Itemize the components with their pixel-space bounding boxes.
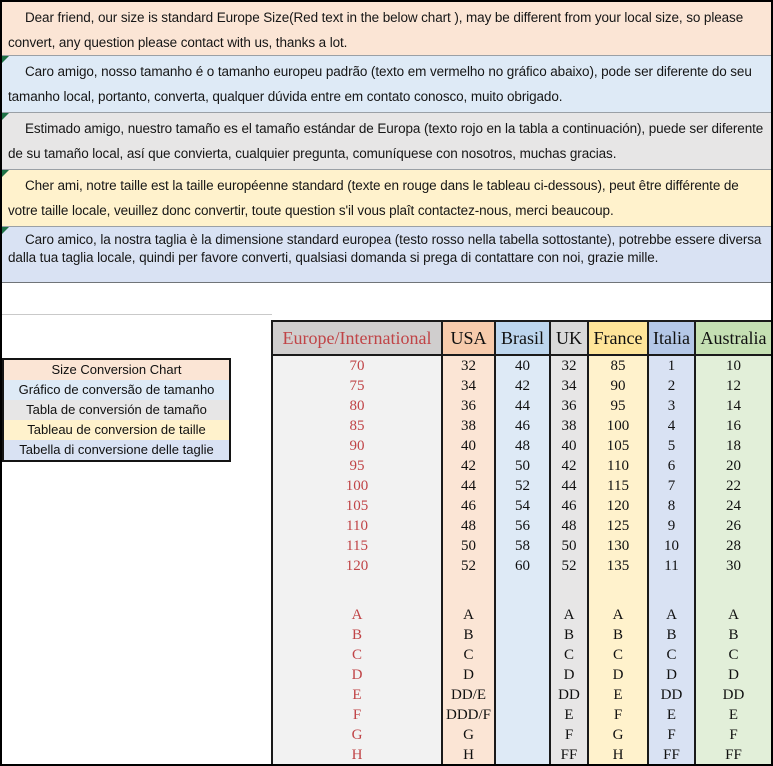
table-cell: 48 <box>495 436 550 456</box>
cup-size-row <box>272 726 772 746</box>
table-cell: F <box>550 726 588 746</box>
table-cell: FF <box>695 746 772 766</box>
table-cell: 52 <box>550 557 588 577</box>
note-spanish <box>2 112 771 169</box>
table-cell: 56 <box>495 517 550 537</box>
note-text: Cher ami, notre taille est la taille européenne standard (texte en rouge dans le tableau ci-dessous), peut être différente de votre taille locale, veuillez donc convertir, toute question s'il vous plaît contactez-nous, merci beaucoup. <box>8 178 739 218</box>
table-cell: 48 <box>550 517 588 537</box>
table-cell: 11 <box>648 557 695 577</box>
column-header: Europe/International <box>272 321 442 355</box>
column-header: Australia <box>695 321 772 355</box>
table-cell: 2 <box>648 376 695 396</box>
table-cell: 14 <box>695 396 772 416</box>
table-cell: F <box>272 706 442 726</box>
cup-size-row <box>272 645 772 665</box>
table-cell: 9 <box>648 517 695 537</box>
table-cell: B <box>695 625 772 645</box>
table-cell: D <box>695 665 772 685</box>
header-row <box>272 321 772 355</box>
column-header: UK <box>550 321 588 355</box>
table-cell: 50 <box>442 537 495 557</box>
table-cell: 36 <box>442 396 495 416</box>
table-cell: E <box>695 706 772 726</box>
table-cell: C <box>695 645 772 665</box>
note-text: Caro amico, la nostra taglia è la dimensione standard europea (testo rosso nella tabella sottostante), potrebbe essere diversa dalla tua taglia locale, quindi per favore converti, qualsiasi domanda si prega di contattare con noi, grazie mille. <box>8 232 762 265</box>
legend-row: Gráfico de conversão de tamanho <box>4 380 229 400</box>
table-cell: 54 <box>495 497 550 517</box>
table-cell <box>495 625 550 645</box>
table-cell: 120 <box>588 497 648 517</box>
table-cell <box>495 665 550 685</box>
table-head <box>272 321 772 355</box>
table-cell: 48 <box>442 517 495 537</box>
table-cell: 52 <box>442 557 495 577</box>
table-cell <box>495 605 550 625</box>
size-row <box>272 517 772 537</box>
table-cell: 58 <box>495 537 550 557</box>
table-cell: 100 <box>272 477 442 497</box>
table-cell: 50 <box>495 456 550 476</box>
table-cell <box>272 577 442 605</box>
table-cell: A <box>588 605 648 625</box>
table-cell: 120 <box>272 557 442 577</box>
table-cell: D <box>550 665 588 685</box>
table-cell <box>495 645 550 665</box>
table-cell: D <box>648 665 695 685</box>
table-cell: E <box>272 686 442 706</box>
table-cell: 110 <box>272 517 442 537</box>
table-cell <box>648 577 695 605</box>
table-cell: 75 <box>272 376 442 396</box>
size-row <box>272 456 772 476</box>
cup-size-row <box>272 625 772 645</box>
table-cell: C <box>550 645 588 665</box>
table-cell: B <box>550 625 588 645</box>
table-cell: G <box>588 726 648 746</box>
table-cell: D <box>442 665 495 685</box>
table-cell: 125 <box>588 517 648 537</box>
table-cell: 85 <box>272 416 442 436</box>
table-cell <box>495 746 550 766</box>
table-cell <box>550 577 588 605</box>
table-cell: 40 <box>442 436 495 456</box>
table-cell: 80 <box>272 396 442 416</box>
legend-row: Tabla de conversión de tamaño <box>4 400 229 420</box>
table-cell: B <box>648 625 695 645</box>
size-row <box>272 416 772 436</box>
table-cell: 3 <box>648 396 695 416</box>
cup-size-row <box>272 746 772 766</box>
size-conversion-table <box>271 320 773 766</box>
table-cell: 60 <box>495 557 550 577</box>
table-cell: 20 <box>695 456 772 476</box>
table-cell: G <box>272 726 442 746</box>
size-row <box>272 557 772 577</box>
notes-section <box>2 2 771 283</box>
size-row <box>272 537 772 557</box>
table-cell: 24 <box>695 497 772 517</box>
table-cell: 90 <box>272 436 442 456</box>
table-cell: 40 <box>550 436 588 456</box>
table-cell: 95 <box>588 396 648 416</box>
table-cell: C <box>588 645 648 665</box>
table-cell: 34 <box>442 376 495 396</box>
table-cell <box>495 686 550 706</box>
cup-size-row <box>272 665 772 685</box>
table-cell: 28 <box>695 537 772 557</box>
table-cell: H <box>442 746 495 766</box>
table-cell: A <box>648 605 695 625</box>
table-cell: F <box>695 726 772 746</box>
table-cell: 46 <box>442 497 495 517</box>
table-cell: 4 <box>648 416 695 436</box>
table-cell: 100 <box>588 416 648 436</box>
table-cell: E <box>648 706 695 726</box>
table-cell: E <box>550 706 588 726</box>
table-cell: 44 <box>550 477 588 497</box>
sheet-gridline <box>2 314 272 315</box>
table-cell: DDD/F <box>442 706 495 726</box>
table-cell: DD <box>695 686 772 706</box>
table-cell: 16 <box>695 416 772 436</box>
table-cell <box>495 577 550 605</box>
table-cell <box>495 726 550 746</box>
column-header: France <box>588 321 648 355</box>
size-row <box>272 436 772 456</box>
table-cell: 10 <box>695 355 772 376</box>
spacer-row <box>272 577 772 605</box>
table-cell: 95 <box>272 456 442 476</box>
table-cell: A <box>272 605 442 625</box>
table-cell <box>442 577 495 605</box>
table-cell: 85 <box>588 355 648 376</box>
table-cell: 42 <box>550 456 588 476</box>
table-cell: 50 <box>550 537 588 557</box>
size-row <box>272 497 772 517</box>
table-cell: 38 <box>442 416 495 436</box>
note-text: Dear friend, our size is standard Europe Size(Red text in the below chart ), may be different from your local size, so please convert, any question please contact with us, thanks a lot. <box>8 10 744 50</box>
table-cell: 135 <box>588 557 648 577</box>
table-cell: 1 <box>648 355 695 376</box>
table-cell: H <box>272 746 442 766</box>
table-cell: 40 <box>495 355 550 376</box>
table-cell: 12 <box>695 376 772 396</box>
table-cell: 38 <box>550 416 588 436</box>
table-cell: DD/E <box>442 686 495 706</box>
table-cell: 6 <box>648 456 695 476</box>
table-cell: 32 <box>550 355 588 376</box>
table-cell: 110 <box>588 456 648 476</box>
cup-size-row <box>272 706 772 726</box>
table-cell: C <box>648 645 695 665</box>
note-text: Caro amigo, nosso tamanho é o tamanho europeu padrão (texto em vermelho no gráfico abaixo), pode ser diferente do seu tamanho local, portanto, converta, qualquer dúvida entre em contato conosco, muito obrigado. <box>8 64 752 104</box>
column-header: Italia <box>648 321 695 355</box>
table-cell: A <box>550 605 588 625</box>
table-cell: H <box>588 746 648 766</box>
table-cell: B <box>272 625 442 645</box>
table-cell: 36 <box>550 396 588 416</box>
table-cell: 42 <box>495 376 550 396</box>
note-english <box>2 2 771 55</box>
table-cell: G <box>442 726 495 746</box>
table-cell: 30 <box>695 557 772 577</box>
cell-flag-triangle-icon <box>2 170 9 177</box>
note-portuguese <box>2 55 771 112</box>
legend-row: Tabella di conversione delle taglie <box>4 440 229 460</box>
table-cell: 70 <box>272 355 442 376</box>
table-cell: C <box>442 645 495 665</box>
column-header: USA <box>442 321 495 355</box>
table-cell <box>695 577 772 605</box>
cup-size-row <box>272 686 772 706</box>
table-body <box>272 355 772 766</box>
size-row <box>272 376 772 396</box>
cup-size-row <box>272 605 772 625</box>
table-cell: F <box>588 706 648 726</box>
note-italian <box>2 226 771 283</box>
table-cell: D <box>588 665 648 685</box>
legend-box <box>2 358 231 462</box>
table-cell <box>495 706 550 726</box>
cell-flag-triangle-icon <box>2 227 9 234</box>
table-cell: 26 <box>695 517 772 537</box>
table-cell: 44 <box>495 396 550 416</box>
table-cell: 105 <box>588 436 648 456</box>
table-cell: B <box>442 625 495 645</box>
size-row <box>272 477 772 497</box>
table-cell: 105 <box>272 497 442 517</box>
table-cell: 32 <box>442 355 495 376</box>
table-cell: A <box>695 605 772 625</box>
note-text: Estimado amigo, nuestro tamaño es el tamaño estándar de Europa (texto rojo en la tabla a continuación), puede ser diferente de su tamaño local, así que convierta, cualquier pregunta, comuníquese con nosotros, muchas gracias. <box>8 121 764 161</box>
table-cell: FF <box>648 746 695 766</box>
table-cell: F <box>648 726 695 746</box>
column-header: Brasil <box>495 321 550 355</box>
legend-row: Size Conversion Chart <box>4 360 229 380</box>
size-row <box>272 396 772 416</box>
table-cell: 46 <box>550 497 588 517</box>
table-cell: A <box>442 605 495 625</box>
table-cell: E <box>588 686 648 706</box>
table-cell: D <box>272 665 442 685</box>
table-cell: B <box>588 625 648 645</box>
table-cell: FF <box>550 746 588 766</box>
table-cell: 46 <box>495 416 550 436</box>
table-cell: 115 <box>272 537 442 557</box>
legend-row: Tableau de conversion de taille <box>4 420 229 440</box>
table-cell <box>588 577 648 605</box>
table-cell: 22 <box>695 477 772 497</box>
table-cell: DD <box>648 686 695 706</box>
table-cell: 5 <box>648 436 695 456</box>
cell-flag-triangle-icon <box>2 56 9 63</box>
table-cell: DD <box>550 686 588 706</box>
table-cell: 90 <box>588 376 648 396</box>
note-french <box>2 169 771 226</box>
table-cell: 115 <box>588 477 648 497</box>
table-cell: 10 <box>648 537 695 557</box>
table-cell: 7 <box>648 477 695 497</box>
table-cell: 44 <box>442 477 495 497</box>
table-cell: 8 <box>648 497 695 517</box>
table-cell: 34 <box>550 376 588 396</box>
table-cell: 42 <box>442 456 495 476</box>
cell-flag-triangle-icon <box>2 113 9 120</box>
table-cell: C <box>272 645 442 665</box>
size-row <box>272 355 772 376</box>
table-cell: 52 <box>495 477 550 497</box>
table-cell: 18 <box>695 436 772 456</box>
table-cell: 130 <box>588 537 648 557</box>
